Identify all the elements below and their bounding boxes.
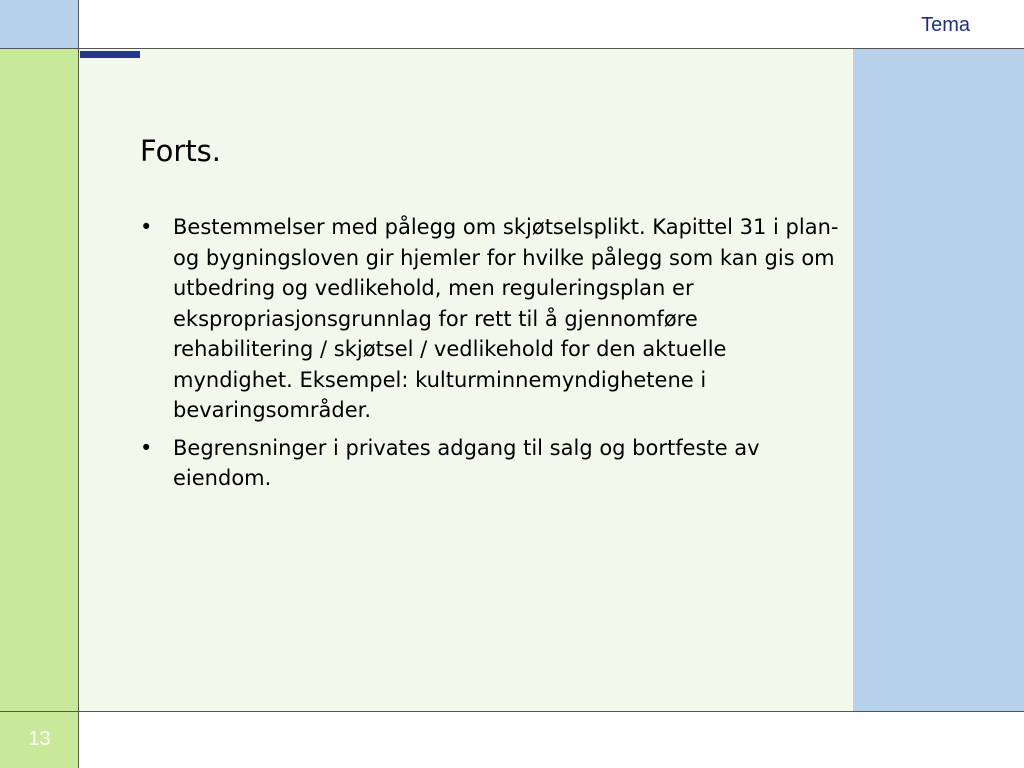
bullet-text: Begrensninger i privates adgang til salg og bortfeste av eiendom. <box>173 435 760 490</box>
bullet-list <box>140 212 840 501</box>
accent-bar <box>80 51 140 58</box>
top-left-block <box>0 0 79 48</box>
bullet-dot: • <box>140 435 153 460</box>
left-color-bar <box>0 49 79 711</box>
right-color-bar <box>853 49 1024 711</box>
bullet-text: Bestemmelser med pålegg om skjøtselsplikt. Kapittel 31 i plan- og bygningsloven gir hjemler for hvilke pålegg som kan gis om utbedring og vedlikehold, men reguleringsplan er ekspropriasjonsgrunnlag for rett til å gjennomføre rehabilitering / skjøtsel / vedlikehold for den aktuelle myndighet. Eksempel: kulturminnemyndighetene i bevaringsområder. <box>173 215 839 422</box>
header-divider <box>0 48 1024 49</box>
slide-number: 13 <box>28 728 51 750</box>
bullet-item <box>140 433 840 494</box>
bullet-dot: • <box>140 215 153 239</box>
section-label: Tema <box>921 14 970 36</box>
footer-divider <box>0 711 1024 712</box>
slide-title: Forts. <box>140 134 222 168</box>
vertical-divider <box>78 0 79 768</box>
bullet-item <box>140 212 840 426</box>
